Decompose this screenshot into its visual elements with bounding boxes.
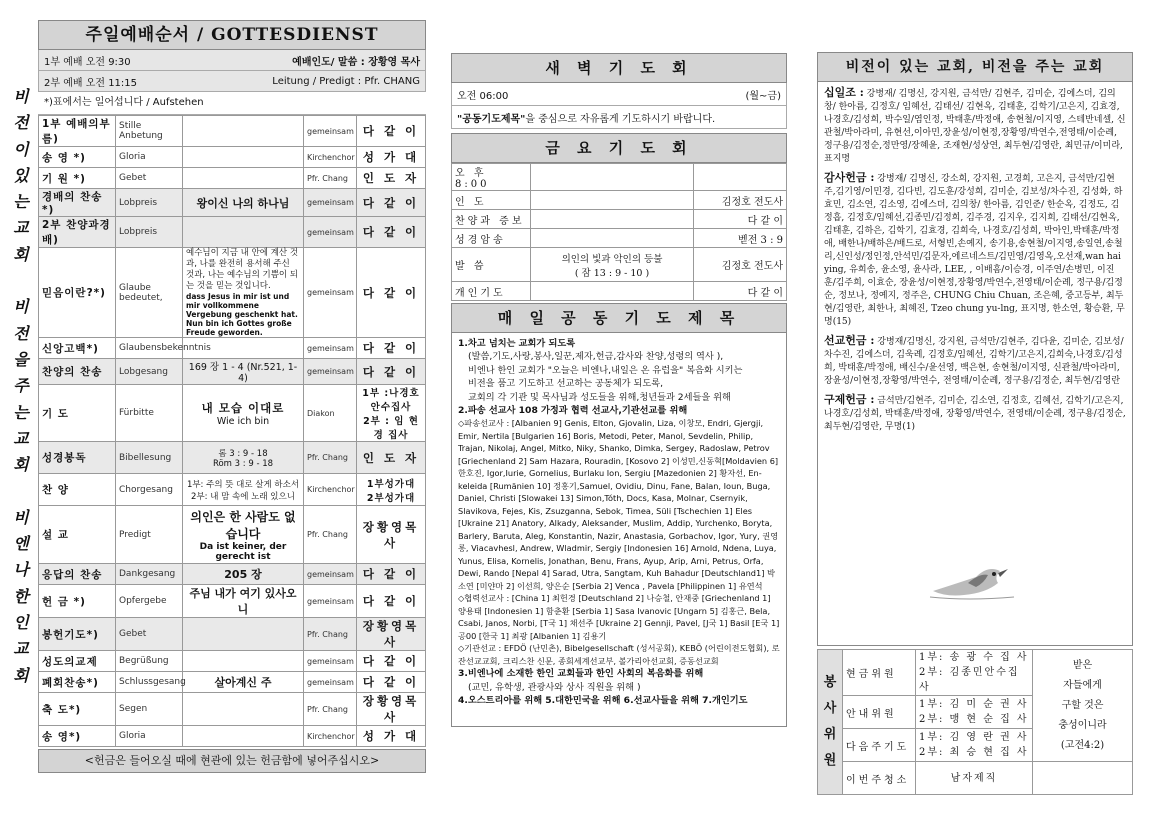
worship-order-row — [39, 564, 426, 585]
order-detail-line: 예수님이 지금 내 안에 계산 것과, 나를 완전히 용서해 주신 것과, 나는 예수님의 기쁨이 되는 것을 믿는 것입니다. — [186, 248, 299, 291]
order-leader-de: gemeinsam — [304, 585, 357, 618]
mission-offering-section — [824, 334, 1126, 388]
bible-quote — [1033, 650, 1133, 762]
dawn-prayer-time-row — [451, 83, 787, 106]
order-item-ko: 송 영 *) — [39, 147, 116, 168]
worship-order-row — [39, 217, 426, 248]
vertical-char: 회 — [13, 244, 29, 264]
section-label: 십일조 : — [824, 86, 864, 99]
order-item-ko: 경배의 찬송 *) — [39, 189, 116, 217]
order-leader-de: gemeinsam — [304, 189, 357, 217]
order-detail — [183, 474, 304, 506]
friday-detail — [531, 282, 694, 301]
prayer-item-1-line: 비엔나 한인 교회가 "오늘은 비엔나,내일은 온 유럽을" 복음화 시키는 — [468, 364, 743, 376]
vertical-char: 회 — [13, 455, 29, 475]
order-detail-line: Wie ich bin — [216, 415, 270, 427]
order-item-de: Opfergebe — [116, 585, 183, 618]
order-leader: 다 같 이 — [357, 116, 426, 147]
prayer-item-3-line: (교민, 유학생, 관광사와 상사 직원을 위해 ) — [468, 681, 641, 693]
common-prayer-box — [451, 303, 787, 727]
vertical-char: 회 — [13, 665, 29, 685]
order-item-de: Begrüßung — [116, 651, 183, 672]
order-detail — [183, 726, 304, 747]
friday-detail — [531, 164, 694, 191]
order-leader-de: gemeinsam — [304, 672, 357, 693]
bible-quote-line: (고전4:2) — [1060, 739, 1105, 751]
order-detail: 살아계신 주 — [183, 672, 304, 693]
order-detail — [183, 651, 304, 672]
order-item-ko: 1부 예배의부름) — [39, 116, 116, 147]
order-leader-de: gemeinsam — [304, 651, 357, 672]
order-detail-line: 롬 3 : 9 - 18 — [218, 448, 268, 459]
dove-icon — [928, 553, 1018, 603]
vertical-char: 전 — [13, 323, 29, 343]
prayer-item-2-title: 2.파송 선교사 108 가정과 협력 선교사,기관선교를 위해 — [458, 405, 688, 417]
order-detail-line: 의인은 한 사람도 없습니다 — [190, 509, 296, 541]
worship-order-row — [39, 672, 426, 693]
friday-detail-line: 의인의 빛과 악인의 등불 — [561, 253, 663, 265]
order-item-de: Schlussgesang — [116, 672, 183, 693]
friday-detail — [531, 191, 694, 210]
order-item-ko: 송 영*) — [39, 726, 116, 747]
order-item-ko: 성경봉독 — [39, 442, 116, 474]
order-item-de: Gebet — [116, 168, 183, 189]
vertical-char: 엔 — [13, 534, 29, 554]
offerings-body — [818, 82, 1132, 443]
order-item-ko: 2부 찬양과경배) — [39, 217, 116, 248]
order-leader-line: 2부 : 임 현 경 집사 — [363, 416, 419, 441]
order-item-de: Gloria — [116, 147, 183, 168]
order-detail: 왕이신 나의 하나님 — [183, 189, 304, 217]
section-names: 금석만/김현주, 김미순, 김소연, 김정호, 김혜선, 김학기/고은지,나경호/김성희, 박태훈/박정애, 장황영/박연수, 전영태/이순례, 정구용/김정순,최두현/김영란, 무명(1) — [824, 396, 1126, 432]
vertical-char: 전 — [13, 113, 29, 133]
second-service-time: 2부 예배 오전 11:15 — [44, 77, 138, 89]
order-leader-line: 1부성가대 — [366, 478, 416, 490]
dawn-prayer-note-text: 을 중심으로 자유롭게 기도하시기 바랍니다. — [525, 113, 716, 125]
order-detail — [183, 217, 304, 248]
order-leader: 인 도 자 — [357, 442, 426, 474]
order-item-ko: 봉헌기도*) — [39, 618, 116, 651]
offerings-panel — [817, 52, 1133, 795]
friday-prayer-row — [452, 248, 787, 282]
friday-detail — [531, 210, 694, 229]
friday-leader — [694, 164, 787, 191]
second-service-leader: Leitung / Predigt : Pfr. CHANG — [272, 75, 420, 87]
service-member: 1부: 김 미 순 권 사 — [919, 699, 1029, 710]
vertical-char: 이 — [13, 139, 29, 159]
service-member: 1부: 김 영 란 권 사 — [919, 732, 1029, 743]
worship-order-row — [39, 147, 426, 168]
order-leader: 다 같 이 — [357, 651, 426, 672]
dawn-prayer-time: 오전 06:00 — [457, 90, 509, 102]
order-item-de: Chorgesang — [116, 474, 183, 506]
friday-item: 인 도 — [452, 191, 531, 210]
offerings-title: 비전이 있는 교회, 비전을 주는 교회 — [818, 53, 1132, 82]
order-detail: 205 장 — [183, 564, 304, 585]
order-detail — [183, 506, 304, 564]
common-prayer-body — [452, 333, 786, 712]
worship-order-row — [39, 189, 426, 217]
order-item-de: Fürbitte — [116, 385, 183, 442]
partner-missionaries-list: ◇협력선교사 : [China 1] 최헌경 [Deutschland 2] 나승철, 안재중 [Griechenland 1] 양용태 [Indonesien 1] 함춘환 [Serbia 1] Sasa Ivanovic [Ungarn 5] 김홍근, Bela, Csabi, Janos, Norbi, [T국 1] 채선주 [Ukraine 2] Gennji, Pavel, [J국 1] Basil [E국 1] 공00 [한국 1] 최광 [Albanien 1] 김용기 — [458, 593, 780, 641]
dawn-prayer-days: (월~금) — [745, 90, 781, 102]
worship-order-row — [39, 726, 426, 747]
section-label: 구제헌금 : — [824, 393, 875, 406]
order-item-de: Segen — [116, 693, 183, 726]
vertical-char: 는 — [13, 402, 29, 422]
friday-detail-line: ( 잠 13 : 9 - 10 ) — [574, 267, 650, 279]
vertical-char: 비 — [13, 507, 29, 527]
vertical-char: 교 — [13, 218, 29, 238]
order-detail-line: dass Jesus in mir ist und mir vollkommene Vergebung geschenkt hat. Nun bin ich Gottes große Freude geworden. — [186, 292, 298, 337]
friday-leader: 벧전 3 : 9 — [694, 229, 787, 248]
section-names: 강병재/김명신, 강지원, 금석만/김현주, 김다윤, 김미순, 김보성/차수진, 김에스더, 김욱례, 김정호/임혜선, 김학기/고은지,김희숙,나경호/김성희, 박태훈/박정애, 배신수/윤선영, 백은현, 송현철/이지영, 신관철/박아라미, 장윤성/이현정,장황영/박연수, 전영태/이순례, 정구용/김정순, 최두현/김영란 — [824, 337, 1124, 386]
order-item-de: Glaube bedeutet, — [116, 248, 183, 338]
vertical-char: 교 — [13, 639, 29, 659]
order-detail — [183, 116, 304, 147]
section-names: 강병재/ 김명신, 강소희, 강지원, 고경희, 고은지, 금석만/김현주,김기영/이민경, 김다빈, 김도훈/강성희, 김미순, 김보성/차수진, 김성화, 하효민, 김소연, 김소영, 김에스더, 김의창/ 한아름, 김인준/ 한순옥, 김정도, 김정흡, 김정호/임혜선,김종민/김정희, 김주경, 김지우, 김지희, 김태선/김현옥,김태훈, 김하은, 김학기, 김효경, 김희숙, 나경호/김성희, 박아인,박태훈/박정애, 배한나/배하은/배드로, 서형빈,손예지, 송기용,송현철/이지영,송일연,송철리,신인성/정인정,안석민/김문자,에르네스트/김민영/김영옥,오선재,wan hai ying, 유희송, 윤소영, 윤사라, LEE, , 이배흠/이승경, 이주연/손병민, 이진훈/김주희, 이효순, 장윤성/이현정,장황영/박연수,전영태/이순례, 정구용/김정순, 정보나, 정예지, 정주은, CHUNG Chiu Chuan, 조은혜, 중고등부, 최두현/김영란, 최한나, 최혜진, Tzeo chung yu-lng, 표지명, 한소연, 황승환, 무명(15) — [824, 174, 1125, 327]
order-leader-de: Pfr. Chang — [304, 506, 357, 564]
order-item-ko: 신앙고백*) — [39, 338, 116, 359]
order-item-de: Lobpreis — [116, 189, 183, 217]
friday-item: 발 씀 — [452, 248, 531, 282]
section-names: 강병재/ 김명신, 강지원, 금석만/ 김현주, 김미순, 김에스더, 김의창/ 한아름, 김정호/ 임혜선, 김태선/ 김현옥, 김태훈, 김학기/고은지, 김효경, 나경호/김성희, 박수일/염인정, 박태훈/박정애, 송현철/이지영, 스테반네셀, 신관철/박아라미, 유현선,이아민,장윤성/이현정,장황영/박연수,전영태/이순례, 정구용/김정순,정만영/장혜윤, 조재현/성상연, 최두현/김영란, 최민규/이미라, 표지명 — [824, 89, 1126, 164]
service-team-row — [818, 650, 1133, 696]
service-member: 2부: 김종민안수집사 — [919, 667, 1020, 693]
order-detail-line: 2부: 내 맘 속에 노래 있으니 — [191, 491, 295, 502]
page-title: 주일예배순서 / GOTTESDIENST — [38, 20, 426, 50]
order-detail — [183, 168, 304, 189]
friday-prayer-row — [452, 191, 787, 210]
order-item-ko: 기 원 *) — [39, 168, 116, 189]
order-item-ko: 믿음이란?*) — [39, 248, 116, 338]
vertical-char: 비 — [13, 87, 29, 106]
order-detail-line: Da ist keiner, der gerecht ist — [199, 541, 287, 562]
order-item-de: Stille Anbetung — [116, 116, 183, 147]
order-item-ko: 성도의교제 — [39, 651, 116, 672]
dawn-prayer-title: 새 벽 기 도 회 — [451, 53, 787, 83]
friday-prayer-row — [452, 229, 787, 248]
vertical-char: 비 — [13, 297, 29, 317]
vertical-char — [10, 268, 32, 294]
order-item-ko: 설 교 — [39, 506, 116, 564]
order-leader: 다 같 이 — [357, 217, 426, 248]
order-detail-line: Röm 3 : 9 - 18 — [212, 458, 274, 469]
order-leader-de: Kirchenchor — [304, 147, 357, 168]
friday-item: 오 후 8:00 — [452, 164, 531, 191]
offering-footnote: <헌금은 들어오실 때에 현관에 있는 헌금함에 넣어주십시오> — [38, 749, 426, 773]
order-leader — [357, 385, 426, 442]
first-service-time: 1부 예배 오전 9:30 — [44, 56, 131, 68]
worship-order-row — [39, 618, 426, 651]
order-detail: 169 장 1 - 4 (Nr.521, 1-4) — [183, 359, 304, 385]
worship-order-row — [39, 385, 426, 442]
vertical-char: 교 — [13, 428, 29, 448]
prayer-item-1-line: 비전을 품고 기도하고 선교하는 공동체가 되도록, — [468, 378, 664, 390]
order-leader: 인 도 자 — [357, 168, 426, 189]
stand-note: *)표에서는 일어섭니다 / Aufstehen — [38, 92, 426, 115]
order-leader-line: 2부성가대 — [366, 492, 416, 504]
order-item-de: Gebet — [116, 618, 183, 651]
worship-order-row — [39, 651, 426, 672]
service-team-label-char: 위 — [823, 727, 837, 742]
worship-order-row — [39, 585, 426, 618]
order-leader-de: Pfr. Chang — [304, 618, 357, 651]
service-role: 안내위원 — [843, 696, 916, 729]
order-item-de: Lobpreis — [116, 217, 183, 248]
service-team-row — [818, 762, 1133, 795]
worship-order-row — [39, 506, 426, 564]
service-team-table — [817, 649, 1133, 795]
worship-order-row — [39, 338, 426, 359]
order-leader: 다 같 이 — [357, 248, 426, 338]
friday-prayer-row — [452, 210, 787, 229]
worship-order-row — [39, 359, 426, 385]
worship-order-row — [39, 474, 426, 506]
bible-quote-line: 충성이니라 — [1058, 719, 1107, 731]
order-leader: 성 가 대 — [357, 726, 426, 747]
service-member: 1부: 송 광 수 집 사 — [919, 652, 1029, 663]
order-leader: 다 같 이 — [357, 338, 426, 359]
service-members: 남자제직 — [916, 762, 1033, 795]
friday-item: 성경암송 — [452, 229, 531, 248]
order-leader-de: Kirchenchor — [304, 726, 357, 747]
order-leader: 성 가 대 — [357, 147, 426, 168]
service-member: 2부: 맹 현 순 집 사 — [919, 714, 1029, 725]
order-item-de: Dankgesang — [116, 564, 183, 585]
prayer-item-3-title: 3.비엔나에 소재한 한인 교회들과 한인 사회의 복음화를 위해 — [458, 668, 704, 680]
friday-leader: 김정호 전도사 — [694, 248, 787, 282]
vertical-char: 인 — [13, 612, 29, 632]
friday-detail — [531, 229, 694, 248]
order-item-de: Predigt — [116, 506, 183, 564]
order-leader-de: Pfr. Chang — [304, 442, 357, 474]
order-leader-de: Pfr. Chang — [304, 693, 357, 726]
dawn-prayer-note — [451, 106, 787, 129]
order-leader-de: Pfr. Chang — [304, 168, 357, 189]
order-item-ko: 축 도*) — [39, 693, 116, 726]
section-label: 선교헌금 : — [824, 334, 875, 347]
order-detail — [183, 442, 304, 474]
vertical-char: 을 — [13, 349, 29, 369]
missionaries-list: ◇파송선교사 : [Albanien 9] Genis, Elton, Gjovalin, Liza, 이창모, Endri, Gjergji, Emir, Nertila [Bulgarien 16] Boris, Metodi, Peter, Manol, Sevdelin, Philip, Trajan, Nikolaj, Angel, Mitko, Niky, Shanko, Dimka, Sergey, Radoslaw, Petrov [Griechenland 2] Sam Hazara, Rouradin, [Kosovo 2] 이성민,신동혁[Moldavien 6] 한호진, Igor,Iurie, Gornelius, Burlaku Ion, Sergiu [Mazedonien 2] 황자선, En-keleida [Rumänien 10] 정홍기,Samuel, Ovidiu, Dinu, Fane, Balan, Ioun, Buga, Daniel, Christi [Slowakei 13] Simon,Tóth, Docs, Kasa, Molnar, Csernyik, Slavikova, Fejes, Kis, Zsuzganna, Sebok, Timea, Süli [Tschechien 1] Eles [Ukraine 21] Anatory, Alkady, Aleksander, Muslim, Addip, Yurchenko, Boryta, Barlery, Baruta, Aleg, Konstantin, Nazir, Anastasia, Gorbachov, Igor, Yury, 권영롱, Viacavhesl, Andrew, Wladmir, Sergiy [Indonesien 16] Arnold, Ndena, Luya, Yunus, Elisa, Kornelis, Jonathan, Benu, Frans, Ayup, Arip, Arni, Petrus, Orfa, Dewi, Rando [Nepal 4] Sarad, Utra, Sangtam, Kuh Bahadur [Deutschland1] 박소연 [미얀마 2] 이선희, 양은순 [Serbia 2] Venca , Pavela [Philippinen 1] 유연석 — [458, 418, 779, 591]
order-item-de: Bibellesung — [116, 442, 183, 474]
order-leader: 다 같 이 — [357, 359, 426, 385]
order-leader-line: 1부 :나경호안수집사 — [362, 388, 420, 413]
friday-leader: 다 같 이 — [694, 282, 787, 301]
bible-quote-line: 자들에게 — [1063, 679, 1102, 691]
prayer-item-1-line: (발씀,기도,사랑,봉사,일꾼,제자,헌금,감사와 찬양,성령의 역사 ), — [468, 351, 724, 363]
second-service-row — [38, 71, 426, 92]
vertical-char: 나 — [13, 560, 29, 580]
order-item-de: Glaubensbekenntnis — [116, 338, 183, 359]
friday-leader: 김정호 전도사 — [694, 191, 787, 210]
section-label: 감사헌금 : — [824, 171, 875, 184]
vertical-char: 는 — [13, 192, 29, 212]
service-team-label-char: 봉 — [823, 675, 837, 690]
order-leader: 장황영목사 — [357, 618, 426, 651]
order-leader — [357, 474, 426, 506]
first-service-row — [38, 50, 426, 71]
order-detail — [183, 693, 304, 726]
friday-prayer-row — [452, 164, 787, 191]
order-leader-de: Kirchenchor — [304, 474, 357, 506]
order-leader-de: gemeinsam — [304, 248, 357, 338]
service-team-label — [818, 650, 843, 795]
order-leader: 장황영목사 — [357, 693, 426, 726]
service-members — [916, 729, 1033, 762]
worship-order-row — [39, 442, 426, 474]
order-detail-line: 1부: 주의 뜻 대로 살게 하소서 — [186, 479, 300, 490]
service-role: 이번주청소 — [843, 762, 916, 795]
order-detail: 주님 내가 여기 있사오니 — [183, 585, 304, 618]
order-item-de: Gloria — [116, 726, 183, 747]
friday-detail — [531, 248, 694, 282]
dawn-prayer-note-bold: "공동기도제목" — [457, 113, 526, 125]
order-leader: 다 같 이 — [357, 672, 426, 693]
institution-missions-list: ◇기관선교 : EFDÖ (난민촌), Bibelgesellschaft (성서공회), KEBÖ (어린이전도협회), 로잔선교교회, 크리스찬 신문, 종회세계선교부, 볼가리아선교회, 증동선교회 — [458, 643, 780, 666]
vertical-char: 있 — [13, 165, 29, 185]
order-item-ko: 헌 금 *) — [39, 585, 116, 618]
order-item-ko: 찬 양 — [39, 474, 116, 506]
prayer-panel — [451, 53, 787, 727]
worship-order-row — [39, 168, 426, 189]
relief-offering-section — [824, 393, 1126, 434]
offerings-box — [817, 52, 1133, 646]
order-item-ko: 응답의 찬송 — [39, 564, 116, 585]
order-item-ko: 폐회찬송*) — [39, 672, 116, 693]
worship-order-row — [39, 116, 426, 147]
service-member: 2부: 최 승 현 집 사 — [919, 747, 1029, 758]
order-leader-de: gemeinsam — [304, 217, 357, 248]
order-leader-de: gemeinsam — [304, 359, 357, 385]
order-leader: 다 같 이 — [357, 564, 426, 585]
order-detail — [183, 248, 304, 338]
vertical-char: 한 — [13, 586, 29, 606]
service-members — [916, 696, 1033, 729]
friday-item: 개인기도 — [452, 282, 531, 301]
order-detail — [183, 147, 304, 168]
tithe-section — [824, 86, 1126, 166]
order-leader: 다 같 이 — [357, 189, 426, 217]
order-detail-line: 내 모습 이대로 — [201, 400, 285, 415]
worship-order-row — [39, 248, 426, 338]
thanks-offering-section — [824, 171, 1126, 329]
order-leader-de: gemeinsam — [304, 116, 357, 147]
empty-cell — [1033, 762, 1133, 795]
service-team-label-char: 원 — [823, 753, 837, 768]
service-team-label-char: 사 — [823, 701, 837, 716]
service-role: 다음주기도 — [843, 729, 916, 762]
order-detail — [183, 385, 304, 442]
order-leader-de: gemeinsam — [304, 564, 357, 585]
service-members — [916, 650, 1033, 696]
service-role: 현금위원 — [843, 650, 916, 696]
prayer-item-1-title: 1.차고 넘치는 교회가 되도록 — [458, 338, 576, 349]
friday-item: 찬양과 증보 — [452, 210, 531, 229]
vertical-motto — [10, 84, 32, 689]
prayer-item-1-line: 교회의 각 기관 및 목사님과 성도들을 위해,청년들과 2세들을 위해 — [468, 391, 731, 403]
order-item-de: Lobgesang — [116, 359, 183, 385]
friday-prayer-title: 금 요 기 도 회 — [451, 133, 787, 163]
vertical-char — [10, 478, 32, 504]
order-detail — [183, 618, 304, 651]
order-item-ko: 기 도 — [39, 385, 116, 442]
worship-order-table — [38, 115, 426, 747]
order-leader-de: Diakon — [304, 385, 357, 442]
worship-order-row — [39, 693, 426, 726]
bible-quote-line: 구할 것은 — [1061, 699, 1104, 711]
order-leader-de: gemeinsam — [304, 338, 357, 359]
order-leader: 장황영목사 — [357, 506, 426, 564]
friday-prayer-row — [452, 282, 787, 301]
worship-order-panel — [38, 20, 426, 773]
first-service-leader: 예배인도/ 말씀 : 장황영 목사 — [292, 56, 420, 68]
friday-leader: 다 같 이 — [694, 210, 787, 229]
common-prayer-title: 매 일 공 동 기 도 제 목 — [452, 304, 786, 333]
prayer-item-4-7: 4.오스트리아를 위해 5.대한민국을 위해 6.선교사들을 위해 7.개인기도 — [458, 695, 748, 707]
order-leader: 다 같 이 — [357, 585, 426, 618]
friday-prayer-table — [451, 163, 787, 301]
order-item-ko: 찬양의 찬송 — [39, 359, 116, 385]
vertical-char: 주 — [13, 376, 29, 396]
bible-quote-line: 받은 — [1072, 659, 1093, 671]
